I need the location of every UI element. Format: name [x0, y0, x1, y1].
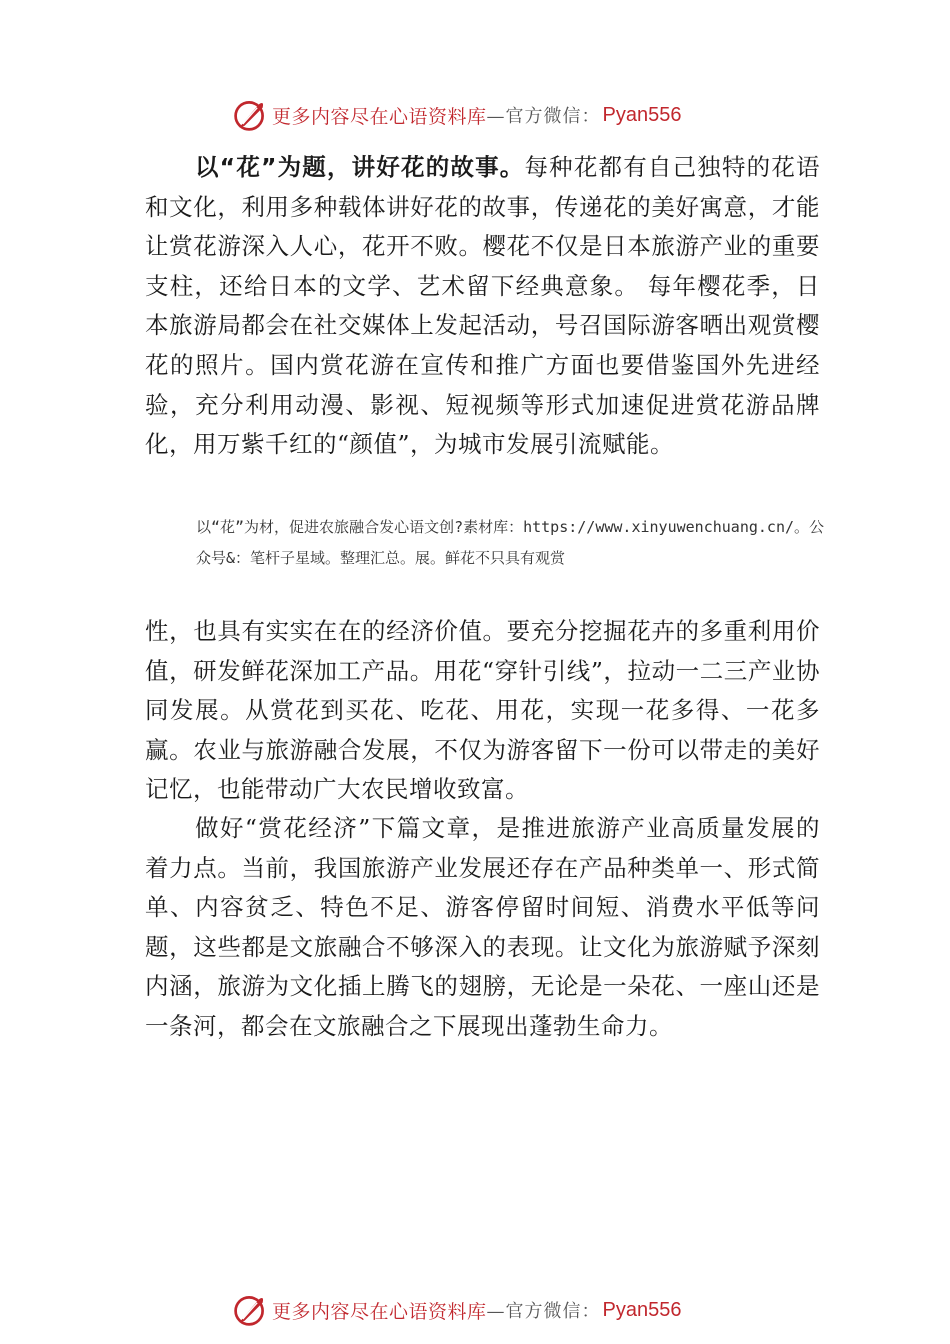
watermark-subtext: —官方微信： — [486, 106, 601, 127]
feather-quill-logo-icon — [232, 97, 268, 133]
watermark-wechat-id: Pyan556 — [602, 1298, 682, 1321]
paragraph-heading: 以“花”为题，讲好花的故事。 — [195, 153, 525, 181]
watermark-text: 更多内容尽在心语资料库 — [272, 105, 487, 128]
watermark-wechat-id: Pyan556 — [602, 103, 682, 126]
watermark-header — [232, 95, 681, 135]
paragraph-economic-value: 性，也具有实实在在的经济价值。要充分挖掘花卉的多重利用价值，研发鲜花深加工产品。用花“穿针引线”，拉动一二三产业协同发展。从赏花到买花、吃花、用花，实现一花多得、一花多赢。农业与旅游融合发展，不仅为游客留下一份可以带走的美好记忆，也能带动广大农民增收致富。 — [145, 617, 820, 804]
watermark-text: 更多内容尽在心语资料库 — [272, 1300, 487, 1323]
paragraph-body: 每种花都有自己独特的花语和文化，利用多种载体讲好花的故事，传递花的美好寓意，才能让赏花游深入人心，花开不败。樱花不仅是日本旅游产业的重要支柱，还给日本的文学、艺术留下经典意象。 每年樱花季，日本旅游局都会在社交媒体上发起活动，号召国际游客晒出观赏樱花的照片。国内赏花游在宣传和推广方面也要借鉴国外先进经验，充分利用动漫、影视、短视频等形式加速促进赏花游品牌化，用万紫千红的“颜值”，为城市发展引流赋能。 — [145, 153, 821, 459]
watermark-subtext: —官方微信： — [486, 1301, 601, 1322]
watermark-footer — [232, 1290, 681, 1330]
paragraph-flower-economy: 做好“赏花经济”下篇文章，是推进旅游产业高质量发展的着力点。当前，我国旅游产业发展还存在产品种类单一、形式简单、内容贫乏、特色不足、游客停留时间短、消费水平低等问题，这些都是文旅融合不够深入的表现。让文化为旅游赋予深刻内涵，旅游为文化插上腾飞的翅膀，无论是一朵花、一座山还是一条河，都会在文旅融合之下展现出蓬勃生命力。 — [145, 814, 820, 1040]
source-note: 以“花”为材，促进农旅融合发心语文创?素材库：https://www.xinyuwenchuang.cn/。公众号&：笔杆子星域。整理汇总。展。鲜花不只具有观赏 — [196, 518, 825, 567]
paragraph-flower-story — [145, 148, 820, 465]
feather-quill-logo-icon — [232, 1292, 268, 1328]
